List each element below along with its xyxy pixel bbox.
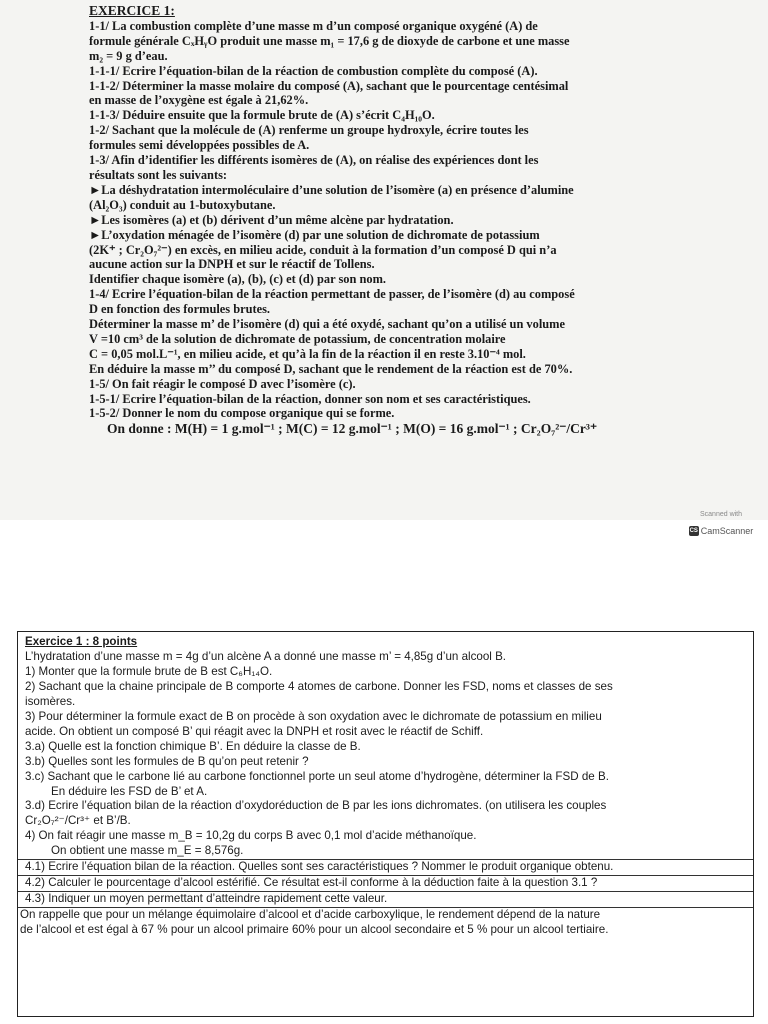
question-line: isomères.	[25, 694, 76, 708]
question-line: 1-2/ Sachant que la molécule de (A) renferme un groupe hydroxyle, écrire toutes les	[89, 123, 529, 138]
question-line: 1-1/ La combustion complète d’une masse m d’un composé organique oxygéné (A) de	[89, 18, 538, 33]
exercise-1-document-top	[89, 4, 689, 437]
question-line: 1-5-1/ Ecrire l’équation-bilan de la réaction, donner son nom et ses caractéristiques.	[89, 391, 531, 406]
given-data-line: On donne : M(H) = 1 g.mol⁻¹ ; M(C) = 12 g.mol⁻¹ ; M(O) = 16 g.mol⁻¹ ; Cr₂O₇²⁻/Cr³⁺	[107, 421, 598, 437]
question-line: 4.3) Indiquer un moyen permettant d’atteindre rapidement cette valeur.	[18, 891, 753, 907]
question-line: V =10 cm³ de la solution de dichromate de potassium, de concentration molaire	[89, 331, 506, 346]
question-line: En déduire la masse m’’ du composé D, sachant que le rendement de la réaction est de 70%.	[89, 361, 573, 376]
question-line: 1) Monter que la formule brute de B est C₆H₁₄O.	[25, 664, 273, 678]
exercise-title: EXERCICE 1:	[89, 3, 175, 18]
reminder-line: On rappelle que pour un mélange équimolaire d’alcool et d’acide carboxylique, le rendement dépend de la nature	[18, 907, 753, 923]
question-line: 3.b) Quelles sont les formules de B qu’on peut retenir ?	[25, 754, 309, 768]
question-line: ►Les isomères (a) et (b) dérivent d’un même alcène par hydratation.	[89, 212, 454, 227]
question-line: 3.c) Sachant que le carbone lié au carbone fonctionnel porte un seul atome d’hydrogène, déterminer la FSD de B.	[25, 769, 609, 783]
camscanner-brand-label: CamScanner	[700, 526, 754, 536]
question-line: En déduire les FSD de B’ et A.	[51, 784, 208, 798]
question-line: 4.2) Calculer le pourcentage d’alcool estérifié. Ce résultat est-il conforme à la déduction faite à la question 3.1 ?	[18, 875, 753, 891]
question-line: formule générale CₓHᵧO produit une masse m₁ = 17,6 g de dioxyde de carbone et une masse	[89, 33, 570, 48]
question-line: 1-1-1/ Ecrire l’équation-bilan de la réaction de combustion complète du composé (A).	[89, 63, 538, 78]
question-line: aucune action sur la DNPH et sur le réactif de Tollens.	[89, 257, 375, 272]
question-line: 1-1-3/ Déduire ensuite que la formule brute de (A) s’écrit C₄H₁₀O.	[89, 108, 435, 123]
question-line: Identifier chaque isomère (a), (b), (c) et (d) par son nom.	[89, 272, 386, 287]
question-line: 1-3/ Afin d’identifier les différents isomères de (A), on réalise des expériences dont les	[89, 153, 539, 168]
camscanner-logo-icon: CS	[689, 528, 698, 534]
question-line: 1-4/ Ecrire l’équation-bilan de la réaction permettant de passer, de l’isomère (d) au composé	[89, 287, 575, 302]
question-line: (2K⁺ ; Cr₂O₇²⁻) en excès, en milieu acide, conduit à la formation d’un composé D qui n’a	[89, 242, 557, 257]
question-line: Cr₂O₇²⁻/Cr³⁺ et B’/B.	[25, 814, 131, 828]
question-line: D en fonction des formules brutes.	[89, 302, 271, 317]
question-line: 2) Sachant que la chaine principale de B comporte 4 atomes de carbone. Donner les FSD, noms et classes de ses	[25, 679, 613, 693]
exercise-1-document-bottom	[17, 631, 754, 1017]
question-line: formules semi développées possibles de A.	[89, 138, 310, 153]
question-line: On obtient une masse m_E = 8,576g.	[51, 844, 244, 858]
question-line: C = 0,05 mol.L⁻¹, en milieu acide, et qu’à la fin de la réaction il en reste 3.10⁻⁴ mol.	[89, 346, 526, 361]
question-line: 3.d) Ecrire l’équation bilan de la réaction d’oxydoréduction de B par les ions dichromates. (on utilisera les couples	[25, 799, 607, 813]
question-line: Déterminer la masse m’ de l’isomère (d) qui a été oxydé, sachant qu’on a utilisé un volume	[89, 317, 565, 332]
question-line: 1-1-2/ Déterminer la masse molaire du composé (A), sachant que le pourcentage centésimal	[89, 78, 569, 93]
camscanner-watermark	[681, 510, 761, 537]
question-line: ►L’oxydation ménagée de l’isomère (d) par une solution de dichromate de potassium	[89, 227, 540, 242]
question-line: L’hydratation d’une masse m = 4g d’un alcène A a donné une masse m’ = 4,85g d’un alcool B.	[25, 649, 507, 663]
question-line: 3) Pour déterminer la formule exact de B on procède à son oxydation avec le dichromate de potassium en milieu	[25, 709, 602, 723]
question-line: 4.1) Ecrire l’équation bilan de la réaction. Quelles sont ses caractéristiques ? Nommer le produit organique obtenu.	[18, 859, 753, 875]
exercise-title: Exercice 1 : 8 points	[25, 635, 138, 648]
question-line: 3.a) Quelle est la fonction chimique B’. En déduire la classe de B.	[25, 739, 361, 753]
question-line: 4) On fait réagir une masse m_B = 10,2g du corps B avec 0,1 mol d’acide méthanoïque.	[25, 829, 477, 843]
question-line: résultats sont les suivants:	[89, 167, 228, 182]
reminder-line: de l’alcool et est égal à 67 % pour un alcool primaire 60% pour un alcool secondaire et 5 % pour un alcool tertiaire.	[20, 923, 609, 937]
question-line: acide. On obtient un composé B’ qui réagit avec la DNPH et rosit avec le réactif de Schiff.	[25, 724, 484, 738]
question-line: 1-5/ On fait réagir le composé D avec l’isomère (c).	[89, 376, 356, 391]
question-line: 1-5-2/ Donner le nom du compose organique qui se forme.	[89, 406, 395, 421]
question-line: m₂ = 9 g d’eau.	[89, 48, 168, 63]
camscanner-brand	[689, 525, 754, 537]
question-line: en masse de l’oxygène est égale à 21,62%.	[89, 93, 309, 108]
question-line: ►La déshydratation intermoléculaire d’une solution de l’isomère (a) en présence d’alumine	[89, 182, 574, 197]
scanned-with-label: Scanned with	[699, 511, 743, 518]
question-line: (Al₂O₃) conduit au 1-butoxybutane.	[89, 197, 276, 212]
